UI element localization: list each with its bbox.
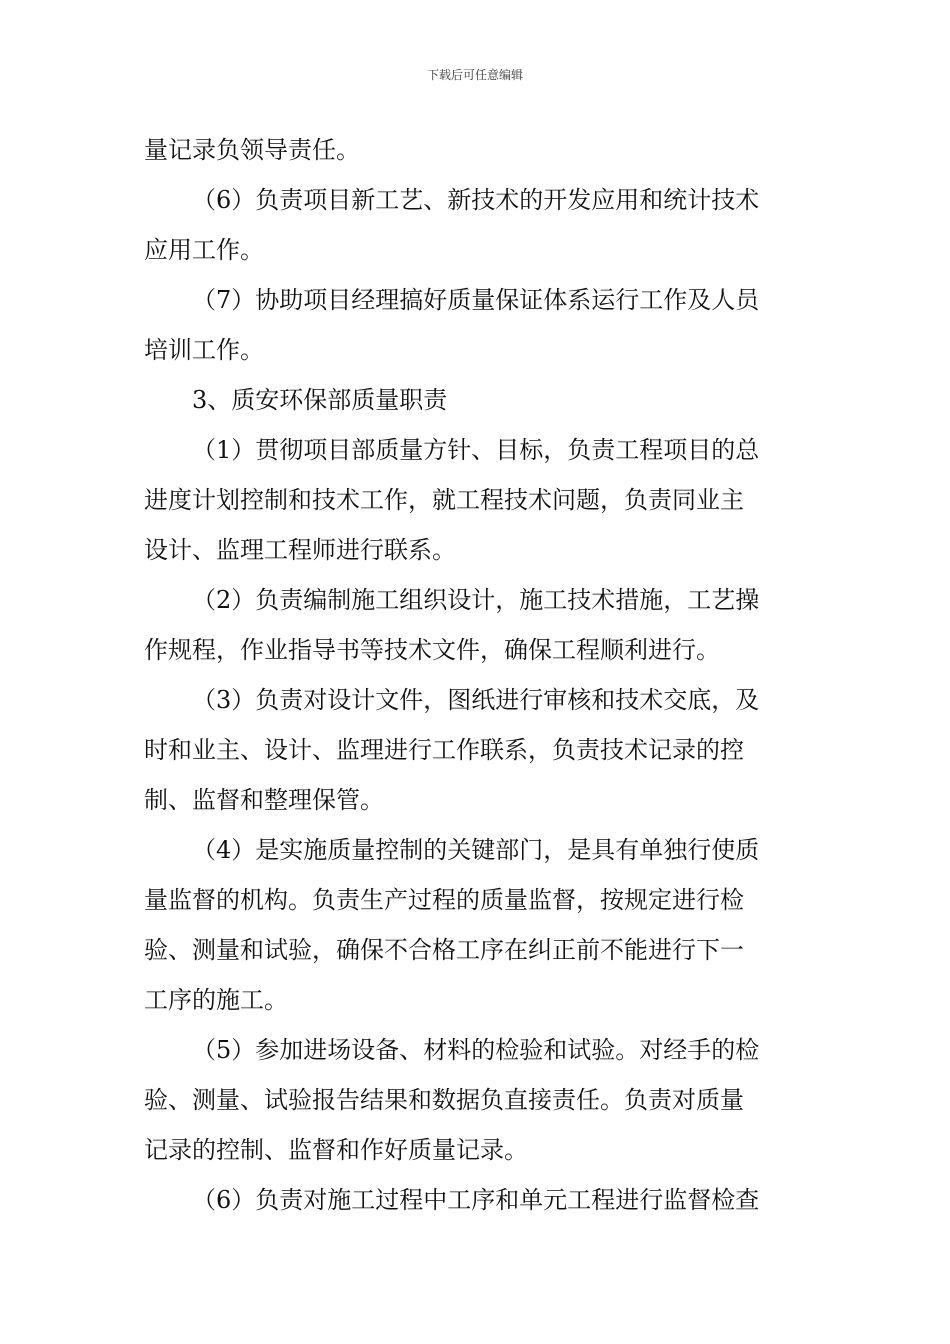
text-line: 量记录负领导责任。 [144, 136, 360, 164]
text-line: （6）负责对施工过程中工序和单元工程进行监督检查 [192, 1186, 760, 1214]
text-line: 制、监督和整理保管。 [144, 786, 384, 814]
section-heading: 3、质安环保部质量职责 [192, 386, 448, 414]
text-line: （7）协助项目经理搞好质量保证体系运行工作及人员 [192, 286, 760, 314]
text-line: （4）是实施质量控制的关键部门，是具有单独行使质 [192, 836, 760, 864]
text-line: 工序的施工。 [144, 986, 288, 1014]
text-line: 进度计划控制和技术工作，就工程技术问题，负责同业主 [144, 486, 744, 514]
text-line: 量监督的机构。负责生产过程的质量监督，按规定进行检 [144, 886, 744, 914]
text-line: （6）负责项目新工艺、新技术的开发应用和统计技术 [192, 186, 760, 214]
text-line: 验、测量和试验，确保不合格工序在纠正前不能进行下一 [144, 936, 744, 964]
text-line: 时和业主、设计、监理进行工作联系，负责技术记录的控 [144, 736, 744, 764]
text-line: 培训工作。 [144, 336, 264, 364]
text-line: （1）贯彻项目部质量方针、目标，负责工程项目的总 [192, 436, 760, 464]
text-line: 设计、监理工程师进行联系。 [144, 536, 456, 564]
text-line: （3）负责对设计文件，图纸进行审核和技术交底，及 [192, 686, 760, 714]
text-line: （5）参加进场设备、材料的检验和试验。对经手的检 [192, 1036, 760, 1064]
text-line: 应用工作。 [144, 236, 264, 264]
page-header: 下载后可任意编辑 [426, 68, 523, 82]
text-line: 记录的控制、监督和作好质量记录。 [144, 1136, 528, 1164]
text-line: （2）负责编制施工组织设计，施工技术措施，工艺操 [192, 586, 760, 614]
document-body [144, 125, 808, 1225]
text-line: 验、测量、试验报告结果和数据负直接责任。负责对质量 [144, 1086, 744, 1114]
text-line: 作规程，作业指导书等技术文件，确保工程顺利进行。 [144, 636, 720, 664]
